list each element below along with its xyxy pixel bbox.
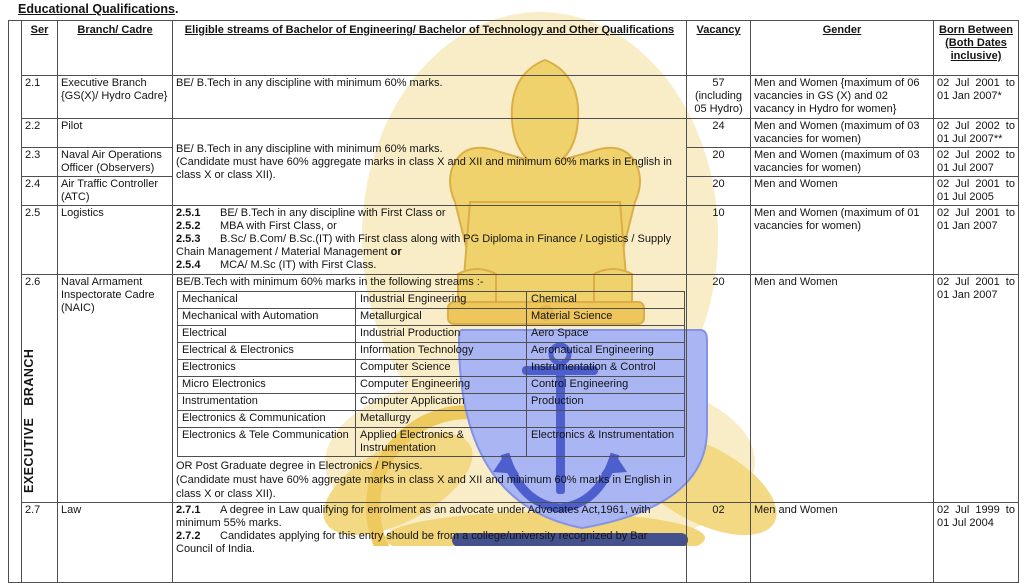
gender-cell: Men and Women {maximum of 06 vacancies in GS (X) and 02 vacancy in Hydro for women} [751,76,934,119]
ser-cell: 2.4 [22,177,58,206]
branch-cell: Pilot [58,119,173,148]
stream-cell: Computer Application [356,394,527,411]
born-cell: 02 Jul 2001 to 01 Jul 2005 [934,177,1019,206]
stream-cell: Industrial Production [356,326,527,343]
stream-row [178,326,685,343]
stream-row [178,292,685,309]
vacancy-cell: 24 [687,119,751,148]
born-cell: 02 Jul 2001 to 01 Jan 2007* [934,76,1019,119]
stream-cell [527,411,685,428]
branch-cell: Naval Armament Inspectorate Cadre (NAIC) [58,275,173,503]
stream-cell: Applied Electronics & Instrumentation [356,428,527,457]
stream-row [178,377,685,394]
branch-cell: Air Traffic Controller (ATC) [58,177,173,206]
stream-cell: Electrical & Electronics [178,343,356,360]
vacancy-cell: 57 (including 05 Hydro) [687,76,751,119]
page-title [18,2,1024,16]
born-cell: 02 Jul 2001 to 01 Jan 2007 [934,275,1019,503]
branch-cell: Naval Air Operations Officer (Observers) [58,148,173,177]
col-header-ser: Ser [22,21,58,76]
stream-cell: Micro Electronics [178,377,356,394]
stream-row [178,411,685,428]
eligible-cell-merged [173,119,687,206]
stream-cell: Industrial Engineering [356,292,527,309]
naic-outro-2: (Candidate must have 60% aggregate marks in class X and XII and minimum 60% marks in English in class X or class XII). [176,474,672,500]
ser-cell: 2.2 [22,119,58,148]
gender-cell: Men and Women [751,275,934,503]
stream-cell: Computer Science [356,360,527,377]
stream-cell: Instrumentation [178,394,356,411]
gender-cell: Men and Women (maximum of 03 vacancies for women) [751,148,934,177]
eligible-cell [173,275,687,503]
stream-row [178,309,685,326]
born-cell: 02 Jul 2002 to 01 Jul 2007 [934,148,1019,177]
stream-cell: Electrical [178,326,356,343]
stream-cell: Instrumentation & Control [527,360,685,377]
naic-intro: BE/B.Tech with minimum 60% marks in the following streams :- [176,276,484,288]
table-row [9,206,1019,275]
logistics-item: 2.5.1 BE/ B.Tech in any discipline with First Class or [176,207,446,219]
gender-cell: Men and Women [751,503,934,583]
branch-cell: Logistics [58,206,173,275]
stream-cell: Electronics & Instrumentation [527,428,685,457]
ser-cell: 2.3 [22,148,58,177]
stream-cell: Electronics [178,360,356,377]
stream-cell: Mechanical with Automation [178,309,356,326]
stream-cell: Electronics & Tele Communication [178,428,356,457]
law-item: 2.7.2 Candidates applying for this entry should be from a college/university recognized by Bar Council of India. [176,530,648,555]
gender-cell: Men and Women [751,177,934,206]
streams-table [177,291,685,457]
stream-cell: Metallurgy [356,411,527,428]
born-cell: 02 Jul 2002 to 01 Jul 2007** [934,119,1019,148]
born-cell: 02 Jul 1999 to 01 Jul 2004 [934,503,1019,583]
vacancy-cell: 20 [687,177,751,206]
naic-outro-1: OR Post Graduate degree in Electronics / Physics. [176,460,423,472]
eligible-cell [173,206,687,275]
stream-cell: Aero Space [527,326,685,343]
stream-cell: Metallurgical [356,309,527,326]
ser-cell: 2.1 [22,76,58,119]
stream-cell: Chemical [527,292,685,309]
vacancy-cell: 10 [687,206,751,275]
page-title-period: . [174,2,179,16]
logistics-item: 2.5.2 MBA with First Class, or [176,220,337,232]
col-header-born: Born Between (Both Dates inclusive) [934,21,1019,76]
stream-row [178,428,685,457]
stream-cell: Aeronautical Engineering [527,343,685,360]
page-title-text: Educational Qualifications [18,2,175,16]
table-row [9,119,1019,148]
vacancy-cell: 20 [687,275,751,503]
stream-row [178,343,685,360]
executive-branch-vertical-label: EXECUTIVE BRANCH [22,348,36,493]
branch-cell: Law [58,503,173,583]
stream-cell: Mechanical [178,292,356,309]
stream-cell: Material Science [527,309,685,326]
stream-row [178,360,685,377]
born-cell: 02 Jul 2001 to 01 Jan 2007 [934,206,1019,275]
eligible-cell: BE/ B.Tech in any discipline with minimum 60% marks. [173,76,687,119]
logistics-item: 2.5.3 B.Sc/ B.Com/ B.Sc.(IT) with First class along with PG Diploma in Finance / Logistics / Supply Chain Management / Material Management or [176,233,672,258]
table-row [9,275,1019,503]
stream-cell: Electronics & Communication [178,411,356,428]
qualifications-table [8,20,1019,583]
ser-cell: 2.6 [22,275,58,503]
logistics-item: 2.5.4 MCA/ M.Sc (IT) with First Class. [176,259,377,271]
stream-cell: Production [527,394,685,411]
col-header-branch: Branch/ Cadre [58,21,173,76]
ser-cell: 2.7 [22,503,58,583]
stream-cell: Control Engineering [527,377,685,394]
eligible-cell [173,503,687,583]
law-item: 2.7.1 A degree in Law qualifying for enrolment as an advocate under Advocates Act,1961, with minimum 55% marks. [176,504,651,529]
vacancy-cell: 02 [687,503,751,583]
stream-cell: Information Technology [356,343,527,360]
ser-cell: 2.5 [22,206,58,275]
vacancy-cell: 20 [687,148,751,177]
stream-row [178,394,685,411]
table-row [9,76,1019,119]
gender-cell: Men and Women (maximum of 01 vacancies for women) [751,206,934,275]
stream-cell: Computer Engineering [356,377,527,394]
col-header-eligible: Eligible streams of Bachelor of Engineering/ Bachelor of Technology and Other Qualifications [173,21,687,76]
merged-eligible-line1: BE/ B.Tech in any discipline with minimum 60% marks. [176,142,443,155]
gender-cell: Men and Women (maximum of 03 vacancies for women) [751,119,934,148]
table-row [9,503,1019,583]
branch-cell: Executive Branch {GS(X)/ Hydro Cadre} [58,76,173,119]
col-header-gender: Gender [751,21,934,76]
col-header-vacancy: Vacancy [687,21,751,76]
merged-eligible-line2: (Candidate must have 60% aggregate marks in class X and XII and minimum 60% marks in English in class X or class XII). [176,155,672,181]
header-row [9,21,1019,76]
